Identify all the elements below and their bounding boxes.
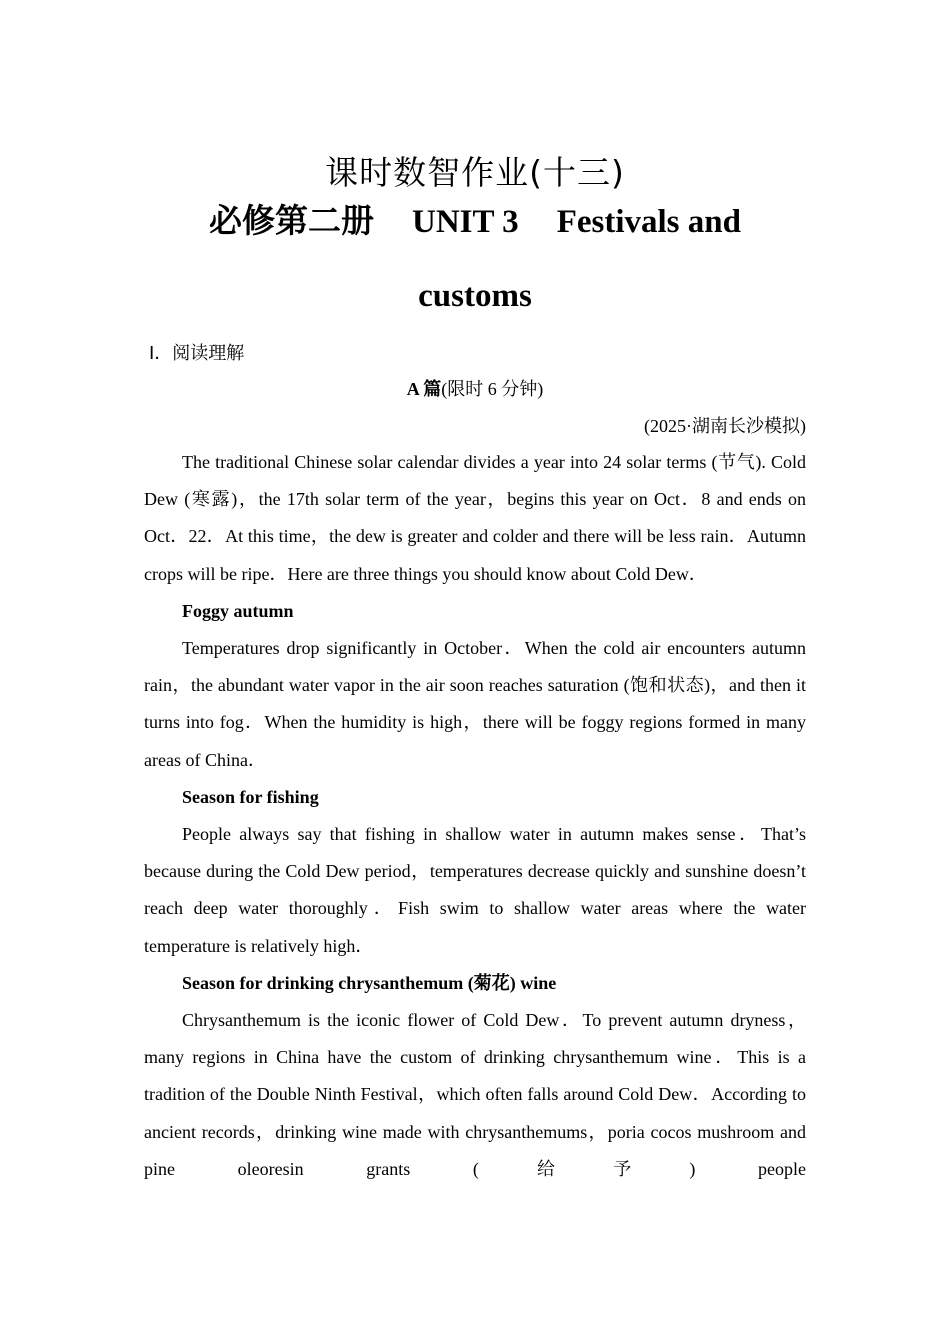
subheading-season-for-fishing: Season for fishing: [182, 786, 319, 807]
section-heading: Ⅰ．阅读理解: [149, 343, 245, 364]
unit-title-continued: customs: [418, 278, 532, 314]
unit-title-topic: Festivals and: [556, 204, 741, 240]
subheading-foggy-autumn: Foggy autumn: [182, 600, 294, 621]
unit-title: [144, 196, 806, 248]
article-body: [144, 444, 806, 1188]
unit-title-book: 必修第二册: [209, 204, 375, 240]
passage-label-time: (限时 6 分钟): [441, 379, 544, 399]
passage-source: (2025·湖南长沙模拟): [644, 416, 806, 436]
intro-paragraph: The traditional Chinese solar calendar divides a year into 24 solar terms (节气). Cold Dew (寒露)，the 17th solar term of the year，begins this year on Oct．8 and ends on Oct．22．At this time，the dew is greater and colder and there will be less rain．Autumn crops will be ripe．Here are three things you should know about Cold Dew．: [144, 452, 806, 584]
unit-title-number: UNIT 3: [412, 204, 519, 240]
subheading-chrysanthemum-wine: Season for drinking chrysanthemum (菊花) wine: [182, 972, 557, 993]
paragraph-season-for-fishing: People always say that fishing in shallow water in autumn makes sense．That’s because during the Cold Dew period，temperatures decrease quickly and sunshine doesn’t reach deep water thoroughly．Fish swim to shallow water areas where the water temperature is relatively high．: [144, 824, 806, 956]
passage-label-name: A 篇: [406, 379, 442, 399]
passage-label: [144, 376, 806, 402]
paragraph-chrysanthemum-wine: Chrysanthemum is the iconic flower of Cold Dew．To prevent autumn dryness，many regions in China have the custom of drinking chrysanthemum wine．This is a tradition of the Double Ninth Festival，which often falls around Cold Dew．According to ancient records，drinking wine made with chrysanthemums，poria cocos mushroom and pine oleoresin grants (给予) people: [144, 1010, 806, 1179]
paragraph-foggy-autumn: Temperatures drop significantly in October．When the cold air encounters autumn rain，the abundant water vapor in the air soon reaches saturation (饱和状态)，and then it turns into fog．When the humidity is high，there will be foggy regions formed in many areas of China．: [144, 638, 806, 770]
page-title: 课时数智作业(十三): [325, 153, 625, 193]
